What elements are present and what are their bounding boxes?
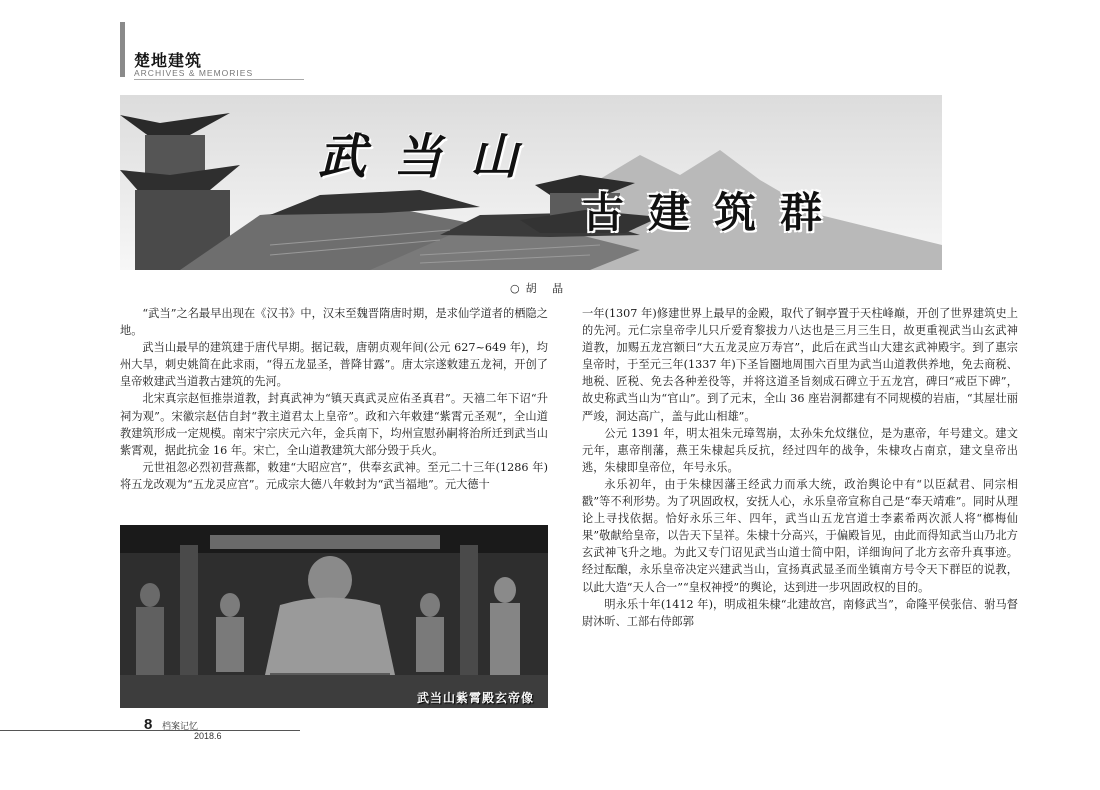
banner-title-line2: 古建筑群 [582,188,847,237]
magazine-name: 档案记忆 [162,722,199,732]
paragraph: 永乐初年，由于朱棣因藩王经武力而承大统，政治舆论中有“以臣弑君、同宗相戳”等不利形势。为了巩固政权，安抚人心，永乐皇帝宣称自己是“奉天靖难”。同时从理论上寻找依据。恰好永乐三年、四年，武当山五龙宫道士李素希两次派人将“榔梅仙果”敬献给皇帝，以告天下呈祥。朱棣十分高兴，于偏殿旨见，由此而得知武当山乃北方玄武神飞升之地。为此又专门诏见武当山道士简中阳，详细询问了北方玄帝升真事迹。经过酝酿，永乐皇帝决定兴建武当山，宣扬真武显圣而坐镇南方号令天下群臣的说教，以此大造“天人合一”“皇权神授”的舆论，达到进一步巩固政权的目的。 [582,477,1018,594]
statue-photo [120,525,548,708]
section-accent-bar [120,22,125,77]
paragraph: 一年(1307 年)修建世界上最早的金殿，取代了铜亭置于天柱峰巅，开创了世界建筑史上的先河。元仁宗皇帝孛儿只斤爱育黎拔力八达也是三月三生日，故更重视武当山玄武神道教，加赐五龙宫额曰“大五龙灵应万寿宫”，此后在武当山大建玄武神殿宇。到了惠宗皇帝时，于至元三年(1337 年)下圣旨圈地周围六百里为武当山道教供养地，免去商税、地税、匠税、免去各种差役等，并将这道圣旨刻成石碑立于五龙宫，碑曰“戒臣下碑”，故史称武当山为“官山”。到了元末，全山 36 座岩洞都建有不同规模的岩庙，“其屋壮丽严竣，洞达高广，盖与此山相雄”。 [582,307,1018,423]
author-byline: ○胡 晶 [510,282,570,295]
section-subtitle: ARCHIVES & MEMORIES [134,68,254,78]
paragraph: 公元 1391 年，明太祖朱元璋驾崩，太孙朱允炆继位，是为惠帝，年号建文。建文元年，惠帝削藩，燕王朱棣起兵反抗，经过四年的战争，朱棣攻占南京，建文皇帝出逃，朱棣即皇帝位，年号永乐。 [582,426,1018,474]
issue-date: 2018.6 [194,731,222,741]
left-column [120,305,548,493]
section-rule [134,79,304,80]
photo-caption: 武当山紫霄殿玄帝像 [416,691,534,705]
page-number: 8 [144,716,153,733]
paragraph: 北宋真宗赵恒推崇道教，封真武神为“镇天真武灵应佑圣真君”。天禧二年下诏“升祠为观”。宋徽宗赵佶自封“教主道君太上皇帝”。政和六年敕建“紫霄元圣观”，全山道教建筑形成一定规模。南宋宁宗庆元六年，金兵南下，均州宣慰孙嗣将治所迁到武当山紫霄观，据此抗金 16 年。宋亡，全山道教建筑大部分毁于兵火。 [120,392,548,457]
statue-illustration [120,525,548,708]
paragraph: “武当”之名最早出现在《汉书》中，汉末至魏晋隋唐时期，是求仙学道者的栖隐之地。 [120,307,548,338]
section-title: 楚地建筑 [134,51,203,70]
paragraph: 元世祖忽必烈初营燕都，敕建“大昭应宫”，供奉玄武神。至元二十三年(1286 年)将五龙改观为“五龙灵应宫”。元成宗大德八年敕封为“武当福地”。元大德十 [120,460,548,491]
paragraph: 武当山最早的建筑建于唐代早期。据记载，唐朝贞观年间(公元 627~649 年)，均州大旱，刺史姚简在此求雨，“得五龙显圣，普降甘露”。唐太宗遂敕建五龙祠，开创了皇帝敕建武当道教古建筑的先河。 [120,341,548,389]
paragraph: 明永乐十年(1412 年)，明成祖朱棣“北建故宫，南修武当”，命隆平侯张信、驸马督尉沐昕、工部右侍郎郭 [582,597,1018,628]
banner-title-line1: 武当山 [318,129,547,185]
right-column [582,305,1018,630]
